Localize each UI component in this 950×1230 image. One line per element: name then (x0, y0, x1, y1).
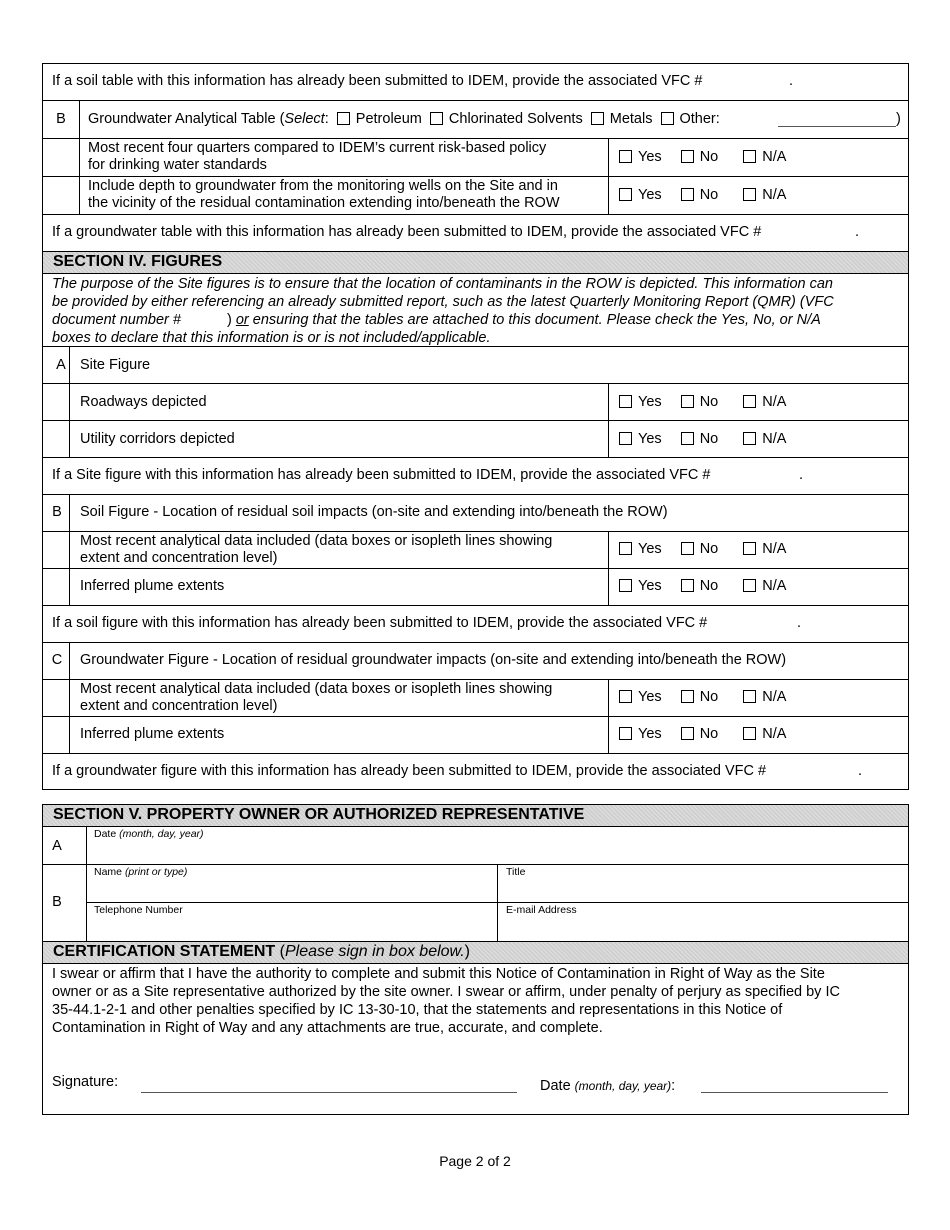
no-checkbox[interactable] (681, 727, 694, 740)
soil-figure-row: B Soil Figure - Location of residual soil impacts (on-site and extending into/beneath the ROW) (42, 495, 909, 532)
soil-figure-label: Soil Figure - Location of residual soil impacts (on-site and extending into/beneath the ROW) (80, 504, 668, 520)
yes-no-na-group: Yes No N/A (619, 689, 786, 705)
soil-figure-vfc-row: If a soil figure with this information has already been submitted to IDEM, provide the associated VFC # . (42, 606, 909, 643)
yes-no-na-group: Yes No N/A (619, 394, 786, 410)
soil-figure-item-row: Inferred plume extents Yes No N/A (42, 569, 909, 606)
gw-table-vfc-note: If a groundwater table with this information has already been submitted to IDEM, provide the associated VFC # (52, 224, 762, 240)
signature-label: Signature: (52, 1074, 119, 1090)
no-checkbox[interactable] (681, 690, 694, 703)
yes-checkbox[interactable] (619, 727, 632, 740)
no-checkbox[interactable] (681, 150, 694, 163)
gw-figure-item-row: Inferred plume extents Yes No N/A (42, 717, 909, 754)
site-figure-label: Site Figure (80, 357, 151, 373)
yes-checkbox[interactable] (619, 579, 632, 592)
section-5-date-row: A Date (month, day, year) (42, 827, 909, 865)
yes-no-na-group: Yes No N/A (619, 578, 786, 594)
section-4-header (42, 252, 909, 274)
certification-box (42, 964, 909, 1115)
na-checkbox[interactable] (743, 579, 756, 592)
yes-no-na-group: Yes No N/A (619, 431, 786, 447)
gw-table-header-row: B Groundwater Analytical Table (Select: Petroleum Chlorinated Solvents Metals Other: ) (42, 101, 909, 139)
section-5-contact-rows: B Name (print or type) Title Telephone Number E-mail Address (42, 865, 909, 942)
yes-checkbox[interactable] (619, 188, 632, 201)
certification-header: CERTIFICATION STATEMENT (Please sign in box below.) (42, 942, 909, 964)
yes-no-na-group: Yes No N/A (619, 187, 786, 203)
yes-checkbox[interactable] (619, 690, 632, 703)
no-checkbox[interactable] (681, 579, 694, 592)
page-number: Page 2 of 2 (439, 1153, 511, 1169)
certification-title: CERTIFICATION STATEMENT (53, 943, 276, 960)
email-field[interactable] (498, 917, 908, 939)
gw-table-letter: B (56, 111, 66, 127)
na-checkbox[interactable] (743, 188, 756, 201)
no-checkbox[interactable] (681, 432, 694, 445)
signature-line[interactable] (141, 1092, 517, 1093)
section-5-header (42, 804, 909, 827)
gw-figure-row: C Groundwater Figure - Location of residual groundwater impacts (on-site and extending into/beneath the ROW) (42, 643, 909, 680)
petroleum-checkbox[interactable] (337, 112, 350, 125)
site-figure-row: A Site Figure (42, 347, 909, 384)
site-figure-vfc-row: If a Site figure with this information has already been submitted to IDEM, provide the associated VFC # . (42, 458, 909, 495)
section-5-title: SECTION V. PROPERTY OWNER OR AUTHORIZED REPRESENTATIVE (53, 806, 585, 823)
cert-date-line[interactable] (701, 1092, 888, 1093)
yes-checkbox[interactable] (619, 395, 632, 408)
no-checkbox[interactable] (681, 188, 694, 201)
gw-table-item-row: Include depth to groundwater from the monitoring wells on the Site and in the vicinity of the residual contamination extending into/beneath the ROW Yes No N/A (42, 177, 909, 215)
gw-table-vfc-row: If a groundwater table with this information has already been submitted to IDEM, provide the associated VFC # . (42, 215, 909, 252)
yes-no-na-group: Yes No N/A (619, 149, 786, 165)
na-checkbox[interactable] (743, 690, 756, 703)
section-4-purpose: The purpose of the Site figures is to ensure that the location of contaminants in the ROW is depicted. This information can be provided by either referencing an already submitted report, such as the latest Quarterly Monitoring Report (QMR) (VFC document number # ) or ensuring that the tables are attached to this document. Please check the Yes, No, or N/A boxes to declare that this information is or is not included/applicable. (42, 274, 909, 347)
na-checkbox[interactable] (743, 395, 756, 408)
telephone-field[interactable] (87, 917, 496, 939)
yes-no-na-group: Yes No N/A (619, 541, 786, 557)
soil-figure-item-row: Most recent analytical data included (data boxes or isopleth lines showing extent and concentration level) Yes No N/A (42, 532, 909, 569)
gw-table-item-row: Most recent four quarters compared to IDEM’s current risk-based policy for drinking water standards Yes No N/A (42, 139, 909, 177)
gw-figure-vfc-row: If a groundwater figure with this information has already been submitted to IDEM, provide the associated VFC # . (42, 754, 909, 790)
gw-figure-label: Groundwater Figure - Location of residual groundwater impacts (on-site and extending into/beneath the ROW) (80, 652, 787, 668)
no-checkbox[interactable] (681, 542, 694, 555)
certification-text: I swear or affirm that I have the authority to complete and submit this Notice of Contamination in Right of Way as the Site owner or as a Site representative authorized by the site owner. I swear or affirm, under penalty of perjury as specified by IC 35-44.1-2-1 and other penalties specified by IC 13-30-10, that the statements and representations in this Notice of Contamination in Right of Way and any attachments are true, accurate, and complete. (52, 966, 840, 1036)
other-checkbox[interactable] (661, 112, 674, 125)
gw-figure-item-row: Most recent analytical data included (data boxes or isopleth lines showing extent and concentration level) Yes No N/A (42, 680, 909, 717)
na-checkbox[interactable] (743, 432, 756, 445)
other-text-field[interactable] (778, 126, 896, 127)
title-field[interactable] (498, 879, 908, 901)
na-checkbox[interactable] (743, 727, 756, 740)
gw-table-label: Groundwater Analytical Table (Select: Petroleum Chlorinated Solvents Metals Other: (88, 111, 720, 127)
chlorinated-solvents-checkbox[interactable] (430, 112, 443, 125)
yes-checkbox[interactable] (619, 542, 632, 555)
metals-checkbox[interactable] (591, 112, 604, 125)
soil-table-vfc-note: If a soil table with this information has already been submitted to IDEM, provide the associated VFC # (52, 73, 703, 89)
na-checkbox[interactable] (743, 542, 756, 555)
site-figure-item-row: Roadways depicted Yes No N/A (42, 384, 909, 421)
na-checkbox[interactable] (743, 150, 756, 163)
yes-checkbox[interactable] (619, 432, 632, 445)
yes-checkbox[interactable] (619, 150, 632, 163)
name-field[interactable] (87, 879, 496, 901)
yes-no-na-group: Yes No N/A (619, 726, 786, 742)
owner-date-field[interactable] (87, 841, 907, 863)
no-checkbox[interactable] (681, 395, 694, 408)
site-figure-item-row: Utility corridors depicted Yes No N/A (42, 421, 909, 458)
section-4-title: SECTION IV. FIGURES (53, 253, 223, 270)
cert-date-label: Date (month, day, year): (540, 1078, 676, 1094)
soil-table-vfc-row: If a soil table with this information has already been submitted to IDEM, provide the associated VFC # . (42, 63, 909, 101)
